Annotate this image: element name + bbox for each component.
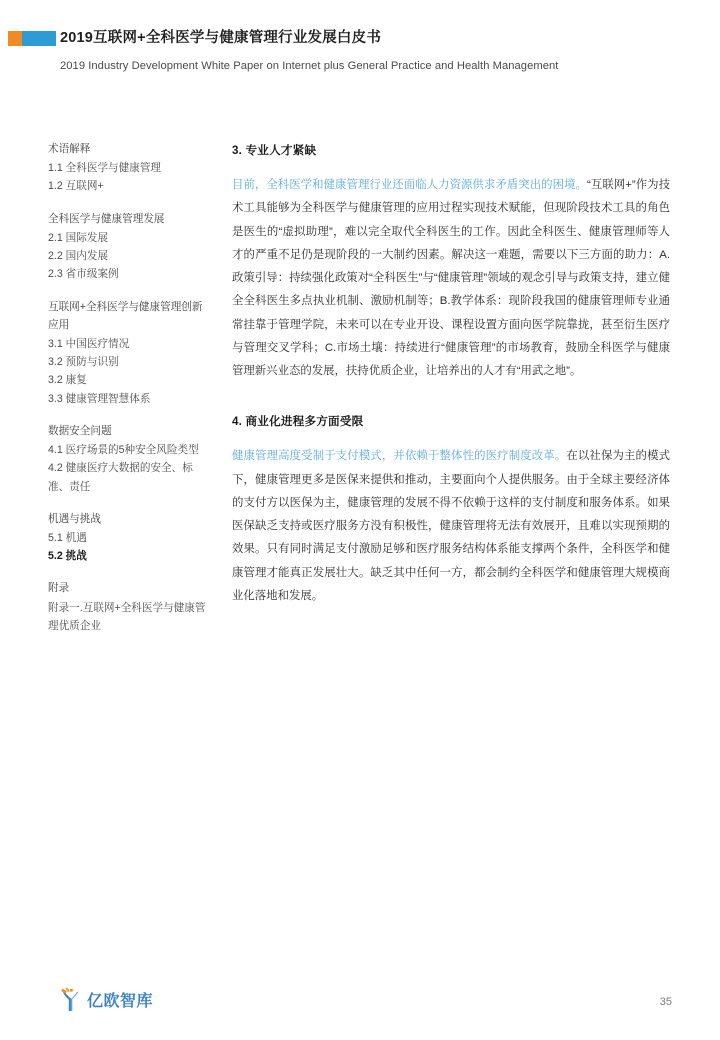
toc-group	[48, 210, 213, 284]
toc-group	[48, 510, 213, 566]
section-heading: 3. 专业人才紧缺	[232, 144, 317, 157]
brand-logo	[58, 984, 153, 1014]
paragraph-body-text: 在以社保为主的模式下，健康管理更多是医保来提供和推动，主要面向个人提供服务。由于全球主要经济体的支付方以医保为主，健康管理的发展不得不依赖于这样的支付制度和服务体系。如果医保缺乏支持或医疗服务方没有积极性，健康管理将无法有效展开，且难以实现预期的效果。只有同时满足支付激励足够和医疗服务结构体系能支撑两个条件，全科医学和健康管理才能真正发展壮大。缺乏其中任何一方，都会制约全科医学和健康管理大规模商业化落地和发展。	[232, 450, 670, 602]
table-of-contents	[48, 140, 213, 635]
toc-item[interactable]: 2.3 省市级案例	[48, 268, 119, 281]
toc-item[interactable]: 5.1 机遇	[48, 531, 87, 544]
toc-group-title[interactable]: 数据安全问题	[48, 424, 112, 437]
toc-group-title[interactable]: 术语解释	[48, 143, 91, 155]
highlighted-lead-sentence: 目前，全科医学和健康管理行业还面临人力资源供求矛盾突出的困境。	[232, 179, 587, 191]
paragraph-body-text: “互联网+”作为技术工具能够为全科医学与健康管理的应用过程实现技术赋能，但现阶段技术工具的角色是医生的“虚拟助理”，难以完全取代全科医生的工作。因此全科医生、健康管理师等人才的严重不足仍是现阶段的一大制约因素。解决这一难题，需要以下三方面的助力：A.政策引导：持续强化政策对“全科医生”与“健康管理”领域的观念引导与政策支持，建立健全全科医生多点执业机制、激励机制等；B.教学体系：现阶段我国的健康管理师专业通常挂靠于管理学院，未来可以在专业开设、课程设置方面向医学院靠拢，甚至衍生医疗与管理交叉学科；C.市场土壤：持续进行“健康管理”的市场教育，鼓励全科医学与健康管理新兴业态的发展，扶持优质企业，让培养出的人才有“用武之地”。	[232, 179, 670, 378]
section-heading: 4. 商业化进程多方面受限	[232, 415, 364, 429]
toc-group	[48, 140, 213, 196]
toc-item[interactable]: 2.2 国内发展	[48, 250, 109, 263]
orange-block-icon	[8, 31, 22, 46]
toc-item[interactable]: 1.2 互联网+	[48, 180, 104, 193]
page-header	[0, 0, 720, 92]
toc-group	[48, 579, 213, 635]
toc-item[interactable]: 3.3 健康管理智慧体系	[48, 392, 151, 405]
toc-item[interactable]: 4.1 医疗场景的5种安全风险类型	[48, 444, 199, 457]
toc-group	[48, 298, 213, 408]
toc-group-title[interactable]: 互联网+全科医学与健康管理创新应用	[48, 300, 203, 331]
toc-item[interactable]: 1.1 全科医学与健康管理	[48, 162, 162, 175]
toc-group	[48, 422, 213, 496]
toc-item[interactable]: 3.2 康复	[48, 374, 87, 387]
section-paragraph	[232, 445, 670, 608]
page-number: 35	[659, 996, 672, 1008]
highlighted-lead-sentence: 健康管理高度受制于支付模式，并依赖于整体性的医疗制度改革。	[232, 450, 567, 463]
toc-group-title[interactable]: 附录	[48, 582, 70, 595]
header-color-marks	[8, 31, 56, 46]
document-title: 2019互联网+全科医学与健康管理行业发展白皮书	[60, 30, 382, 46]
toc-group-title[interactable]: 全科医学与健康管理发展	[48, 212, 165, 225]
content-section	[232, 413, 670, 608]
blue-block-icon	[22, 31, 56, 46]
toc-item[interactable]: 2.1 国际发展	[48, 231, 109, 244]
document-subtitle: 2019 Industry Development White Paper on Internet plus General Practice and Health Management	[60, 60, 559, 72]
page-footer	[0, 950, 720, 1040]
section-paragraph	[232, 174, 670, 383]
content-section	[232, 142, 670, 383]
toc-item[interactable]: 附录一.互联网+全科医学与健康管理优质企业	[48, 601, 206, 632]
toc-item[interactable]: 3.1 中国医疗情况	[48, 337, 130, 350]
yiou-sprout-icon	[58, 984, 84, 1014]
toc-group-title[interactable]: 机遇与挑战	[48, 512, 101, 525]
main-content	[232, 142, 670, 608]
brand-name: 亿欧智库	[87, 992, 154, 1010]
toc-item-current[interactable]: 5.2 挑战	[48, 550, 87, 563]
toc-item[interactable]: 3.2 预防与识别	[48, 356, 119, 369]
toc-item[interactable]: 4.2 健康医疗大数据的安全、标准、责任	[48, 462, 193, 493]
